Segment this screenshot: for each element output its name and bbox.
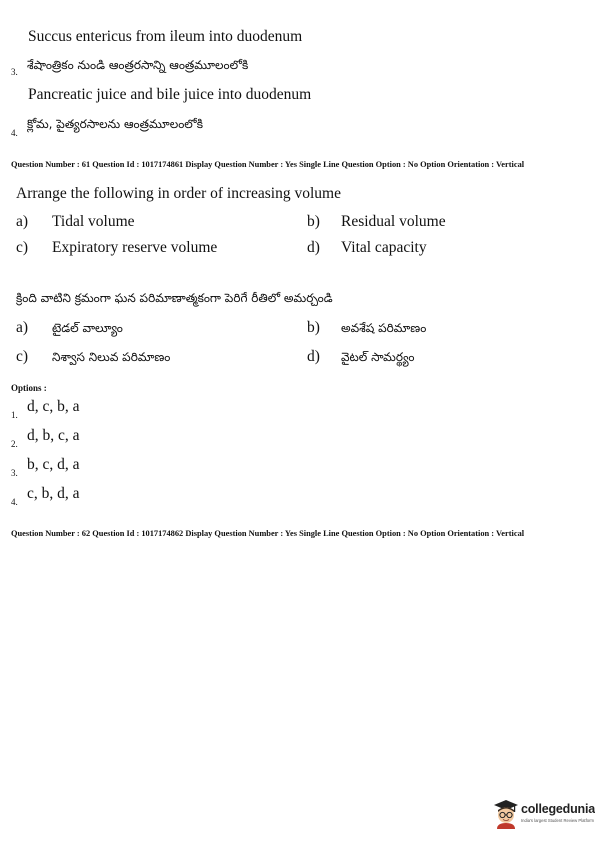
- answer-option-3-number: 3.: [11, 468, 18, 478]
- item-a-label: a): [16, 213, 29, 230]
- answer-option-2: d, b, c, a: [27, 427, 80, 444]
- item-b-label: b): [307, 213, 320, 230]
- question-61-telugu-text: క్రింది వాటిని క్రమంగా ఘన పరిమాణాత్మకంగా పెరిగే రీతిలో అమర్చండి: [16, 291, 333, 305]
- student-mascot-icon: [493, 799, 519, 829]
- answer-option-3: b, c, d, a: [27, 456, 80, 473]
- item-c-label: c): [16, 239, 29, 256]
- prev-option-4-number: 4.: [11, 128, 18, 138]
- prev-option-4-english: Pancreatic juice and bile juice into duodenum: [28, 86, 312, 103]
- question-61-row-cd: [16, 238, 586, 258]
- answer-option-1-number: 1.: [11, 410, 18, 420]
- item-a-text: Tidal volume: [52, 213, 135, 230]
- answer-option-1: d, c, b, a: [27, 398, 80, 415]
- collegedunia-logo: [493, 797, 593, 833]
- prev-option-3-number: 3.: [11, 67, 18, 77]
- question-61-header: Question Number : 61 Question Id : 1017174861 Display Question Number : Yes Single Line Question Option : No Option Orientation : Vertical: [11, 160, 525, 169]
- prev-option-4-telugu: క్లోమ, పైత్యరసాలను ఆంత్రమూలంలోకి: [27, 117, 203, 131]
- telugu-item-b-text: అవశేష పరిమాణం: [341, 321, 427, 335]
- logo-tagline: India's largest Student Review Platform: [521, 818, 594, 823]
- telugu-item-a-text: టైడల్ వాల్యూం: [52, 321, 123, 335]
- answer-option-4-number: 4.: [11, 497, 18, 507]
- question-62-header: Question Number : 62 Question Id : 1017174862 Display Question Number : Yes Single Line Question Option : No Option Orientation : Vertical: [11, 529, 525, 538]
- question-61-row-ab: [16, 212, 586, 232]
- item-d-text: Vital capacity: [341, 239, 427, 256]
- telugu-item-c-label: c): [16, 348, 29, 365]
- question-61-telugu-row-ab: [16, 318, 586, 338]
- item-d-label: d): [307, 239, 320, 256]
- options-label: Options :: [11, 383, 47, 393]
- logo-brand-name: collegedunia: [521, 802, 595, 816]
- telugu-item-a-label: a): [16, 319, 29, 336]
- telugu-item-d-text: వైటల్ సామర్థ్యం: [341, 350, 415, 364]
- prev-option-3-english: Succus entericus from ileum into duodenum: [28, 28, 303, 45]
- prev-option-3-telugu: శేషాంత్రికం నుండి ఆంత్రరసాన్ని ఆంత్రమూలంలోకి: [27, 58, 249, 72]
- telugu-item-b-label: b): [307, 319, 320, 336]
- question-61-text: Arrange the following in order of increasing volume: [16, 185, 341, 202]
- answer-option-4: c, b, d, a: [27, 485, 80, 502]
- answer-option-2-number: 2.: [11, 439, 18, 449]
- item-b-text: Residual volume: [341, 213, 446, 230]
- telugu-item-c-text: నిశ్వాస నిలువ పరిమాణం: [52, 350, 171, 364]
- telugu-item-d-label: d): [307, 348, 320, 365]
- item-c-text: Expiratory reserve volume: [52, 239, 218, 256]
- question-61-telugu-row-cd: [16, 347, 586, 367]
